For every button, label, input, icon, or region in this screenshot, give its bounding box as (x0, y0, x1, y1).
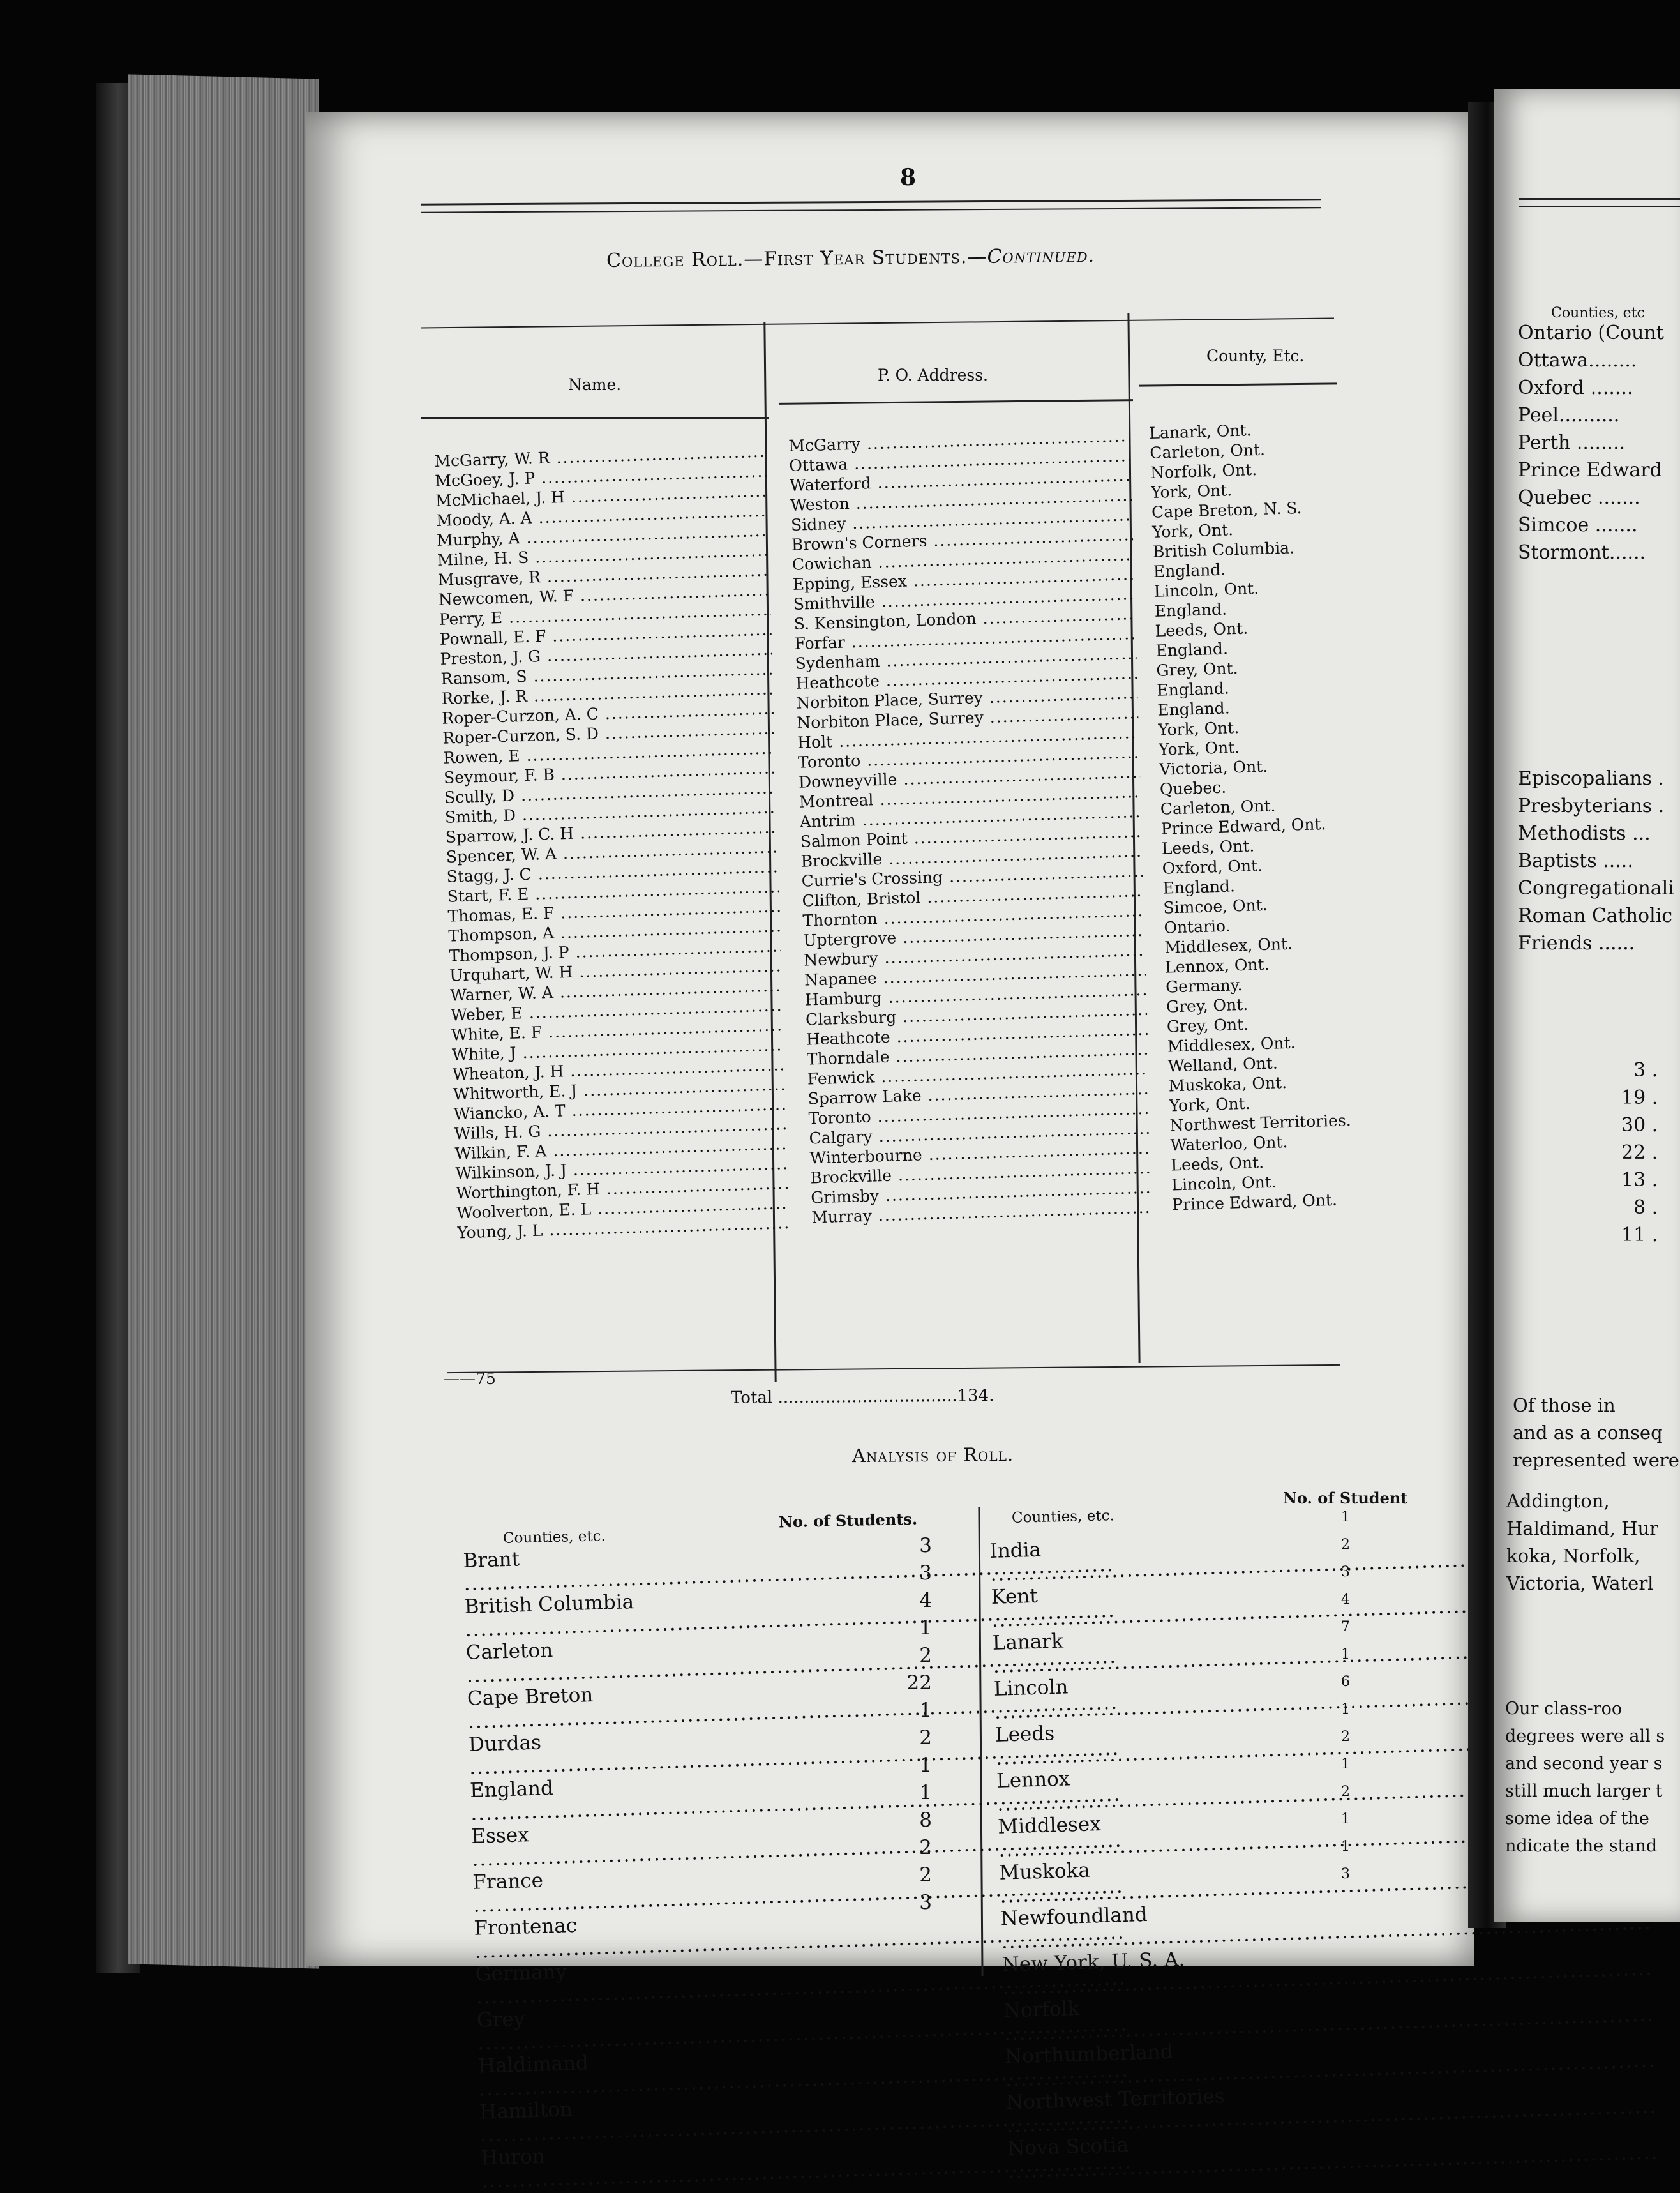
right-denominations-list (1518, 765, 1674, 957)
student-county: York, Ont. (1151, 520, 1234, 541)
analysis-county: Middlesex ..... (998, 1805, 1344, 1862)
student-address: Weston ..... (790, 485, 1132, 515)
column-header-name: Name. (568, 375, 622, 394)
right-denomination: Roman Catholic (1518, 905, 1673, 927)
analysis-count: 1 (1341, 1756, 1350, 1772)
student-address: Hamburg ..... (805, 980, 1147, 1010)
analysis-county: Brant ..... (463, 1537, 898, 1595)
right-number: 13 . (1621, 1169, 1658, 1191)
student-address: Montreal ..... (799, 782, 1141, 812)
right-county: Ontario (Count (1518, 322, 1664, 344)
student-name: Perry, E ..... (439, 599, 771, 629)
student-county: Germany. (1165, 976, 1243, 997)
analysis-count: 2 (1341, 1784, 1350, 1800)
student-county: Leeds, Ont. (1161, 836, 1255, 858)
student-address: Clarksburg ..... (806, 1000, 1148, 1030)
right-text-line: and as a conseq (1513, 1422, 1663, 1443)
address-column (788, 426, 1153, 1227)
right-text-line: represented were (1513, 1449, 1679, 1471)
right-denomination: Friends ...... (1518, 932, 1635, 954)
student-address: Thorndale ..... (807, 1039, 1149, 1069)
analysis-count: 2 (919, 1836, 932, 1859)
analysis-county: Durdas ..... (469, 1721, 904, 1779)
student-name: Preston, J. G ..... (440, 639, 772, 668)
student-name: Scully, D ..... (444, 778, 777, 807)
analysis-count: 1 (919, 1699, 932, 1722)
student-name: Rorke, J. R ..... (441, 679, 774, 708)
student-name: Woolverton, E. L ..... (456, 1193, 789, 1223)
student-name: Seymour, F. B ..... (444, 758, 776, 787)
student-name: Musgrave, R ..... (438, 560, 770, 589)
student-name: Stagg, J. C ..... (446, 857, 779, 886)
student-county: England. (1154, 599, 1227, 621)
right-denomination: Methodists ... (1518, 822, 1651, 845)
analysis-county: Northwest Territories ..... (1006, 2081, 1352, 2137)
analysis-right-numbers (1331, 1503, 1350, 1888)
student-county: Muskoka, Ont. (1168, 1073, 1287, 1096)
count-marker: ——75 (444, 1369, 496, 1388)
student-county: York, Ont. (1169, 1094, 1251, 1115)
analysis-county: Grey ..... (476, 1996, 911, 2055)
analysis-county: British Columbia ..... (464, 1583, 899, 1641)
right-text-line: degrees were all s (1505, 1726, 1665, 1746)
student-county: Leeds, Ont. (1171, 1153, 1264, 1175)
student-county: Leeds, Ont. (1155, 619, 1249, 640)
student-county: Welland, Ont. (1167, 1053, 1279, 1076)
analysis-count: 1 (1341, 1811, 1350, 1827)
student-address: Napanee ..... (804, 960, 1146, 990)
student-address: Uptergrove ..... (803, 921, 1145, 951)
student-county: Simcoe, Ont. (1163, 895, 1268, 917)
analysis-county: Huron ..... (481, 2134, 916, 2192)
analysis-county: Lincoln ..... (993, 1668, 1339, 1724)
analysis-count: 2 (919, 1726, 932, 1749)
student-name: White, J ..... (452, 1035, 784, 1064)
student-county: York, Ont. (1150, 481, 1233, 502)
right-number: 22 . (1621, 1142, 1658, 1164)
student-name: Rowen, E ..... (443, 738, 776, 767)
student-county: Quebec. (1159, 778, 1227, 799)
right-text-line: and second year s (1505, 1754, 1663, 1774)
student-address: Brockville ..... (800, 841, 1143, 871)
analysis-right-counties (989, 1530, 1353, 2183)
student-county: Grey, Ont. (1166, 995, 1249, 1016)
analysis-count: 3 (919, 1891, 932, 1914)
student-address: Heathcote ..... (795, 663, 1137, 693)
top-double-rule (421, 199, 1321, 213)
student-name: McGoey, J. P ..... (435, 462, 767, 491)
right-text-line: Of those in (1513, 1394, 1616, 1416)
analysis-count: 6 (1341, 1674, 1350, 1690)
right-header: Counties, etc (1551, 305, 1645, 321)
student-county: England. (1155, 639, 1229, 660)
student-county: Oxford, Ont. (1162, 856, 1263, 878)
student-address: Norbiton Place, Surrey ..... (797, 703, 1139, 733)
student-county: Carleton, Ont. (1149, 440, 1266, 462)
right-text-line: koka, Norfolk, (1506, 1545, 1640, 1567)
right-text-line: Haldimand, Hur (1506, 1518, 1658, 1539)
student-name: Wilkinson, J. J ..... (455, 1154, 788, 1183)
right-county: Ottawa........ (1518, 349, 1637, 372)
analysis-right-counties-header: Counties, etc. (1011, 1507, 1115, 1526)
student-name: Sparrow, J. C. H ..... (445, 817, 777, 847)
analysis-county: England ..... (470, 1767, 905, 1825)
analysis-county: Cape Breton ..... (467, 1675, 902, 1733)
analysis-county: Leeds ..... (995, 1714, 1341, 1770)
analysis-county: Northumberland ..... (1004, 2035, 1350, 2091)
student-name: Thompson, A ..... (448, 916, 781, 946)
student-address: Sparrow Lake ..... (807, 1079, 1150, 1109)
analysis-county: Nova Scotia ..... (1007, 2127, 1353, 2183)
student-county: Carleton, Ont. (1160, 796, 1276, 818)
student-name: Newcomen, W. F ..... (438, 580, 770, 609)
analysis-count: 1 (919, 1754, 932, 1777)
analysis-count: 1 (1341, 1647, 1350, 1662)
student-address: Currie's Crossing ..... (801, 861, 1143, 891)
student-name: Wiancko, A. T ..... (453, 1094, 786, 1124)
analysis-county: Lanark ..... (992, 1622, 1338, 1678)
right-text-line: Our class-roo (1505, 1699, 1623, 1719)
analysis-count: 4 (1341, 1592, 1350, 1608)
right-text-line: Addington, (1506, 1490, 1610, 1512)
student-county: Northwest Territories. (1169, 1111, 1352, 1135)
right-county: Prince Edward (1518, 459, 1662, 481)
student-address: Holt ..... (797, 723, 1139, 753)
analysis-count: 1 (919, 1616, 932, 1639)
student-name: Worthington, F. H ..... (456, 1173, 788, 1203)
right-counties-list (1518, 319, 1664, 566)
total-label: Total (730, 1388, 773, 1408)
analysis-title: Analysis of Roll. (851, 1443, 1014, 1467)
student-county: England. (1156, 679, 1230, 700)
student-county: Lennox, Ont. (1164, 954, 1270, 977)
right-number: 11 . (1621, 1224, 1658, 1246)
student-name: Wilkin, F. A ..... (454, 1134, 787, 1163)
right-number: 30 . (1621, 1114, 1658, 1136)
analysis-left-counties-header: Counties, etc. (502, 1528, 606, 1547)
right-number: 8 . (1633, 1196, 1658, 1219)
left-page (306, 112, 1474, 2170)
student-name: Pownall, E. F ..... (439, 619, 772, 649)
analysis-county: Norfolk ..... (1003, 1989, 1349, 2046)
analysis-count: 3 (919, 1562, 932, 1585)
total-line (731, 1387, 994, 1406)
right-numbers-list (1621, 1057, 1658, 1249)
analysis-county: India ..... (989, 1530, 1335, 1586)
right-paragraph-2 (1506, 1488, 1658, 1597)
student-address: Winterbourne ..... (809, 1138, 1151, 1168)
analysis-count: 2 (919, 1644, 932, 1667)
student-county: Cape Breton, N. S. (1151, 498, 1302, 522)
student-address: Norbiton Place, Surrey ..... (796, 683, 1138, 713)
student-county: Middlesex, Ont. (1164, 934, 1293, 957)
student-name: Weber, E ..... (451, 995, 783, 1025)
analysis-count: 2 (919, 1864, 932, 1887)
analysis-county: New York, U. S. A. ..... (1001, 1943, 1347, 2000)
analysis-county: Hamilton ..... (479, 2088, 915, 2146)
student-address: Toronto ..... (798, 742, 1140, 772)
right-text-line: ndicate the stand (1505, 1836, 1658, 1856)
student-county: Waterloo, Ont. (1170, 1133, 1288, 1155)
student-address: Sydenham ..... (795, 644, 1137, 674)
student-county: Lincoln, Ont. (1171, 1172, 1277, 1194)
student-name: White, E. F ..... (451, 1015, 784, 1044)
student-address: McGarry ..... (788, 426, 1130, 456)
right-top-rule (1519, 198, 1680, 207)
analysis-count: 2 (1341, 1729, 1350, 1745)
section-heading (606, 246, 1095, 271)
student-county: Lanark, Ont. (1149, 421, 1252, 442)
student-address: Brockville ..... (810, 1158, 1152, 1188)
analysis-county: Muskoka ..... (999, 1851, 1345, 1908)
student-county: British Columbia. (1152, 538, 1295, 561)
student-name: Spencer, W. A ..... (446, 837, 778, 866)
student-address: Fenwick ..... (807, 1059, 1149, 1089)
student-address: Salmon Point ..... (800, 822, 1142, 852)
student-name: Roper-Curzon, A. C ..... (442, 698, 774, 728)
student-address: Clifton, Bristol ..... (802, 881, 1144, 911)
student-address: Ottawa ..... (789, 446, 1131, 476)
right-text-line: still much larger t (1505, 1781, 1663, 1801)
student-county: York, Ont. (1157, 718, 1240, 739)
student-name: Start, F. E ..... (447, 877, 779, 906)
student-county: Victoria, Ont. (1159, 757, 1268, 779)
student-county: York, Ont. (1158, 738, 1240, 759)
analysis-left-numbers (900, 1532, 932, 1917)
analysis-count: 8 (919, 1809, 932, 1832)
student-address: Smithville ..... (793, 584, 1135, 614)
student-address: Waterford ..... (790, 465, 1132, 495)
student-address: Thornton ..... (802, 901, 1144, 931)
analysis-county: Lennox ..... (996, 1760, 1342, 1816)
county-column (1149, 416, 1434, 1215)
student-name: Wills, H. G ..... (454, 1114, 786, 1143)
column-header-address: P. O. Address. (878, 366, 988, 384)
analysis-county: Carleton ..... (465, 1629, 901, 1687)
right-county: Perth ........ (1518, 432, 1626, 454)
table-top-rule (421, 318, 1334, 329)
analysis-count: 3 (1341, 1564, 1350, 1580)
right-denomination: Baptists ..... (1518, 850, 1633, 872)
student-address: Toronto ..... (808, 1099, 1150, 1129)
student-name: Warner, W. A ..... (450, 976, 783, 1005)
analysis-count: 4 (919, 1589, 932, 1612)
total-leader: .................................. (772, 1386, 957, 1408)
analysis-county: Germany ..... (475, 1950, 910, 2009)
student-name: Urquhart, W. H ..... (449, 956, 782, 985)
student-county: Norfolk, Ont. (1150, 460, 1257, 482)
student-county: England. (1153, 560, 1226, 581)
student-name: Thompson, J. P ..... (449, 936, 781, 965)
student-address: Heathcote ..... (806, 1020, 1148, 1050)
analysis-count: 1 (1341, 1701, 1350, 1717)
analysis-count: 22 (906, 1671, 932, 1694)
student-name: Thomas, E. F ..... (447, 896, 780, 926)
analysis-county: Essex ..... (471, 1812, 906, 1871)
right-county: Simcoe ....... (1518, 514, 1638, 536)
analysis-right-students-header: No. of Student (1283, 1489, 1408, 1507)
student-address: S. Kensington, London ..... (793, 604, 1136, 634)
analysis-county: Frontenac ..... (474, 1904, 909, 1963)
analysis-count: 7 (1341, 1619, 1350, 1635)
analysis-count: 1 (1341, 1509, 1350, 1525)
analysis-left-counties (463, 1537, 916, 2193)
student-address: Grimsby ..... (811, 1178, 1153, 1208)
student-address: Murray ..... (811, 1198, 1153, 1228)
analysis-county: Kent ..... (991, 1576, 1337, 1632)
student-county: Grey, Ont. (1156, 659, 1238, 680)
right-text-line: Victoria, Waterl (1506, 1572, 1654, 1594)
student-county: England. (1157, 698, 1231, 720)
student-name: Murphy, A ..... (437, 521, 769, 550)
student-name: Wheaton, J. H ..... (453, 1055, 785, 1084)
header-rule-county (1139, 382, 1337, 386)
student-name: Ransom, S ..... (440, 659, 773, 688)
analysis-county: Haldimand ..... (477, 2042, 913, 2100)
right-denomination: Congregationali (1518, 877, 1674, 900)
header-rule-address (779, 399, 1133, 405)
student-names-column (434, 442, 790, 1243)
student-name: Smith, D ..... (445, 797, 777, 827)
student-address: Forfar ..... (794, 624, 1136, 654)
student-name: Milne, H. S ..... (437, 541, 770, 570)
right-denomination: Presbyterians . (1518, 795, 1665, 817)
right-text-line: some idea of the (1505, 1809, 1649, 1828)
student-name: Young, J. L ..... (457, 1213, 790, 1242)
student-county: Prince Edward, Ont. (1160, 815, 1326, 838)
student-name: McGarry, W. R ..... (434, 442, 767, 471)
student-address: Sidney ..... (791, 505, 1133, 535)
analysis-left-students-header: No. of Students. (778, 1509, 918, 1532)
student-county: Grey, Ont. (1166, 1014, 1249, 1036)
student-name: Moody, A. A ..... (436, 501, 769, 531)
heading-text: College Roll.—First Year Students.— (606, 245, 987, 273)
student-county: Middlesex, Ont. (1167, 1033, 1296, 1056)
student-county: Prince Edward, Ont. (1171, 1190, 1338, 1214)
column-header-county: County, Etc. (1206, 347, 1305, 365)
total-value: 134. (957, 1386, 994, 1406)
right-number: 19 . (1621, 1087, 1658, 1109)
student-address: Newbury ..... (804, 940, 1146, 970)
table-bottom-rule (447, 1364, 1340, 1373)
right-county: Peel.......... (1518, 404, 1620, 426)
student-address: Downeyville ..... (799, 762, 1141, 792)
student-address: Cowichan ..... (792, 545, 1134, 575)
analysis-count: 3 (919, 1534, 932, 1557)
analysis-count: 2 (1341, 1537, 1350, 1553)
analysis-count: 3 (1341, 1866, 1350, 1882)
student-address: Epping, Essex ..... (792, 564, 1134, 594)
right-paragraph-1 (1513, 1392, 1679, 1474)
analysis-count: 1 (919, 1781, 932, 1804)
header-rule-name (421, 417, 769, 419)
right-paragraph-3 (1505, 1695, 1665, 1860)
right-page (1494, 89, 1680, 1922)
student-address: Brown's Corners ..... (791, 525, 1134, 555)
student-name: Roper-Curzon, S. D ..... (442, 718, 775, 748)
heading-continued: Continued. (987, 244, 1095, 268)
student-name: Whitworth, E. J ..... (453, 1074, 785, 1104)
student-county: Ontario. (1164, 916, 1231, 937)
right-county: Oxford ....... (1518, 377, 1633, 399)
right-denomination: Episcopalians . (1518, 767, 1664, 790)
right-number: 3 . (1633, 1059, 1658, 1081)
student-county: Lincoln, Ont. (1153, 579, 1259, 601)
right-county: Stormont...... (1518, 541, 1646, 564)
analysis-county: Newfoundland ..... (1000, 1897, 1346, 1954)
student-address: Calgary ..... (809, 1119, 1151, 1149)
analysis-count: 1 (1341, 1839, 1350, 1855)
student-county: England. (1162, 877, 1236, 898)
page-stack-edge (128, 74, 319, 1968)
right-county: Quebec ....... (1518, 486, 1640, 509)
student-address: Antrim ..... (799, 802, 1141, 832)
student-name: McMichael, J. H ..... (435, 481, 768, 511)
page-number: 8 (900, 164, 917, 191)
analysis-county: France ..... (472, 1858, 908, 1917)
